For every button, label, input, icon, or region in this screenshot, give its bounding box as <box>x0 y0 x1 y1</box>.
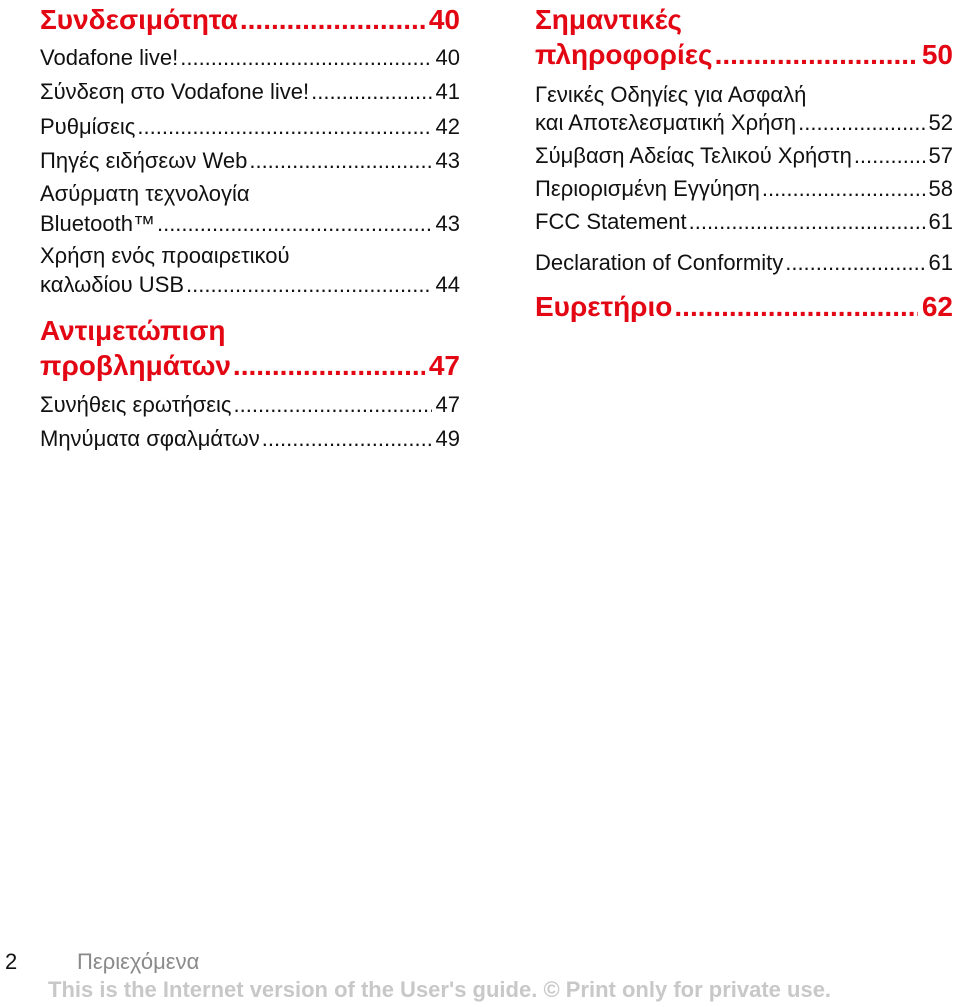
toc-page-number: 62 <box>921 291 953 322</box>
toc-leader-dots <box>249 144 431 177</box>
toc-section-important-info[interactable] <box>535 38 953 72</box>
toc-page-number: 47 <box>435 392 460 417</box>
toc-page-number: 57 <box>928 143 953 168</box>
toc-leader-dots <box>762 172 925 205</box>
toc-leader-dots <box>785 246 924 279</box>
toc-entry-connect-vodafone-live[interactable] <box>40 75 460 108</box>
toc-entry-title: Συνήθεις ερωτήσεις <box>40 392 232 417</box>
toc-leader-dots <box>157 207 432 240</box>
toc-leader-dots <box>798 106 924 139</box>
toc-section-title: Ευρετήριο <box>535 291 673 322</box>
toc-page-number: 43 <box>435 211 460 236</box>
toc-page-number: 40 <box>428 4 460 35</box>
toc-section-troubleshooting-line1[interactable]: Αντιμετώπιση <box>40 315 226 346</box>
toc-entry-declaration-of-conformity[interactable] <box>535 246 953 279</box>
toc-entry-usb[interactable] <box>40 268 460 301</box>
toc-page-number: 41 <box>435 79 460 104</box>
toc-page-number: 47 <box>428 350 460 381</box>
toc-page-number: 50 <box>921 39 953 70</box>
toc-entry-faq[interactable] <box>40 388 460 421</box>
toc-entry-limited-warranty[interactable] <box>535 172 953 205</box>
toc-entry-error-messages[interactable] <box>40 422 460 455</box>
toc-page-number: 40 <box>435 45 460 70</box>
toc-page-number: 49 <box>435 426 460 451</box>
toc-leader-dots <box>240 3 425 37</box>
toc-page-number: 43 <box>435 148 460 173</box>
toc-section-index[interactable] <box>535 290 953 324</box>
toc-entry-title: και Αποτελεσματική Χρήση <box>535 110 797 135</box>
toc-entry-title: Vodafone live! <box>40 45 179 70</box>
toc-entry-title: Μηνύματα σφαλμάτων <box>40 426 260 451</box>
toc-entry-safety[interactable] <box>535 106 953 139</box>
toc-entry-title: Σύμβαση Αδείας Τελικού Χρήστη <box>535 143 852 168</box>
toc-leader-dots <box>854 139 925 172</box>
toc-section-title: Συνδεσιμότητα <box>40 4 238 35</box>
toc-section-title: προβλημάτων <box>40 350 231 381</box>
toc-page-number: 44 <box>435 272 460 297</box>
footer-page-number: 2 <box>5 949 18 974</box>
toc-section-title: πληροφορίες <box>535 39 713 70</box>
toc-leader-dots <box>233 349 425 383</box>
toc-entry-title: FCC Statement <box>535 209 687 234</box>
toc-entry-eula[interactable] <box>535 139 953 172</box>
toc-page-number: 42 <box>435 114 460 139</box>
toc-leader-dots <box>715 38 918 72</box>
toc-entry-usb-line1[interactable]: Χρήση ενός προαιρετικού <box>40 243 290 268</box>
toc-section-important-info-line1[interactable]: Σημαντικές <box>535 4 682 35</box>
footer-chapter-title: Περιεχόμενα <box>77 949 200 974</box>
toc-entry-safety-line1[interactable]: Γενικές Οδηγίες για Ασφαλή <box>535 82 807 107</box>
toc-page-number: 52 <box>928 110 953 135</box>
toc-entry-title: Declaration of Conformity <box>535 250 784 275</box>
toc-entry-title: Πηγές ειδήσεων Web <box>40 148 248 173</box>
toc-leader-dots <box>262 422 432 455</box>
toc-entry-title: Σύνδεση στο Vodafone live! <box>40 79 310 104</box>
toc-entry-bluetooth[interactable] <box>40 207 460 240</box>
toc-leader-dots <box>186 268 431 301</box>
toc-leader-dots <box>137 110 431 143</box>
toc-entry-title: Ρυθμίσεις <box>40 114 136 139</box>
toc-entry-fcc-statement[interactable] <box>535 205 953 238</box>
toc-page-number: 61 <box>928 209 953 234</box>
toc-entry-bluetooth-line1[interactable]: Ασύρματη τεχνολογία <box>40 181 250 206</box>
toc-entry-title: Bluetooth™ <box>40 211 155 236</box>
toc-section-connectivity[interactable] <box>40 3 460 37</box>
toc-leader-dots <box>674 290 917 324</box>
toc-entry-title: Περιορισμένη Εγγύηση <box>535 176 760 201</box>
toc-leader-dots <box>689 205 925 238</box>
toc-leader-dots <box>180 41 431 74</box>
toc-entry-web-feeds[interactable] <box>40 144 460 177</box>
toc-entry-settings[interactable] <box>40 110 460 143</box>
toc-leader-dots <box>311 75 431 108</box>
toc-leader-dots <box>234 388 432 421</box>
toc-page-number: 61 <box>928 250 953 275</box>
toc-page-number: 58 <box>928 176 953 201</box>
internet-version-notice: This is the Internet version of the User's guide. © Print only for private use. <box>48 977 832 1002</box>
toc-entry-vodafone-live[interactable] <box>40 41 460 74</box>
toc-entry-title: καλωδίου USB <box>40 272 185 297</box>
toc-section-troubleshooting[interactable] <box>40 349 460 383</box>
